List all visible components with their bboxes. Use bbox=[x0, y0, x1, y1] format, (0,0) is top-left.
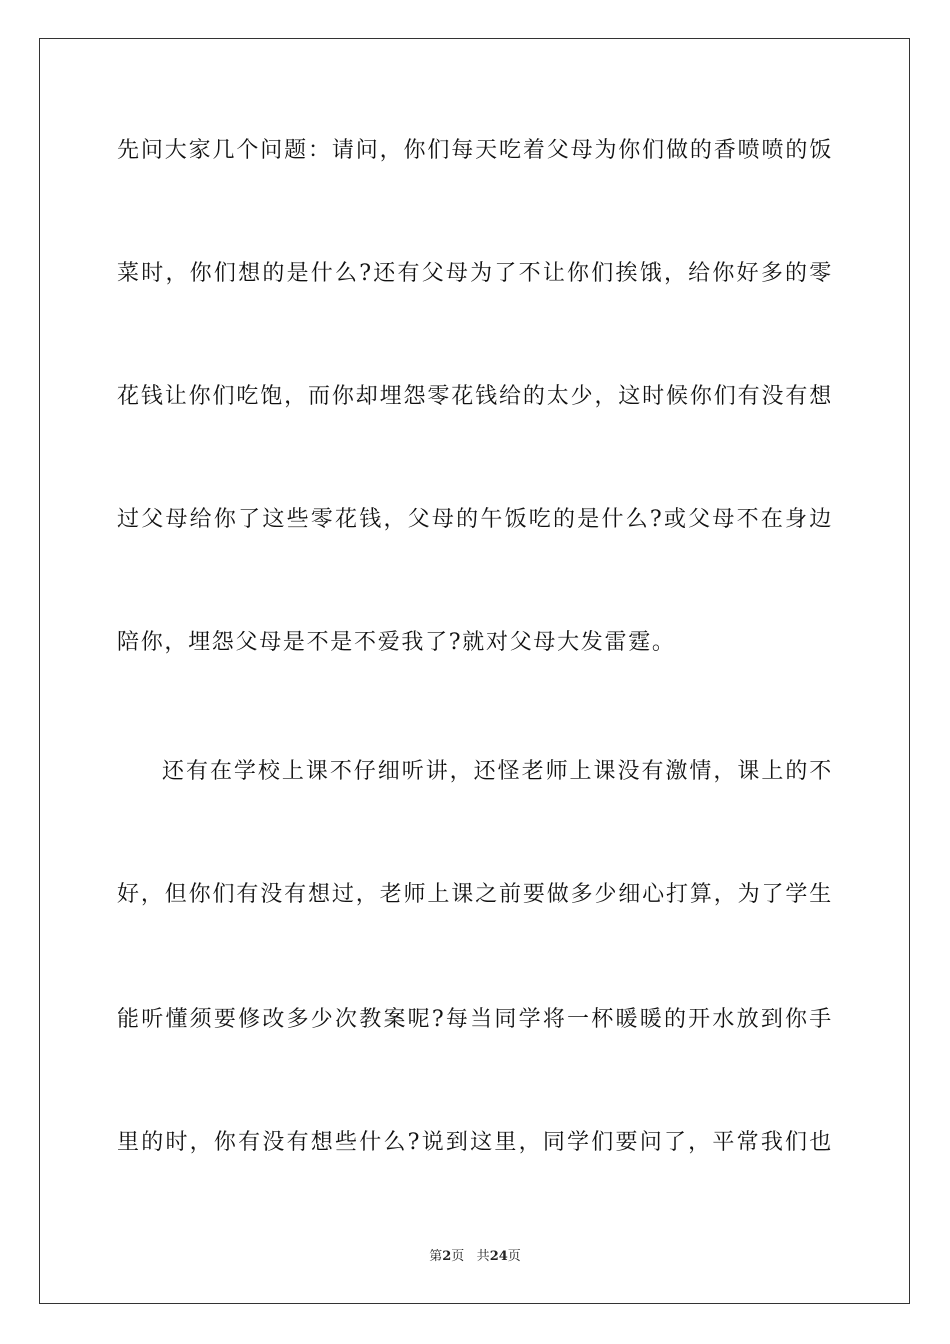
body-line-6: 还有在学校上课不仔细听讲，还怪老师上课没有激情，课上的不 bbox=[162, 759, 833, 784]
body-line-2: 菜时，你们想的是什么?还有父母为了不让你们挨饿，给你好多的零 bbox=[117, 261, 833, 286]
page-suffix: 页 bbox=[451, 1249, 465, 1264]
page-frame bbox=[39, 38, 910, 1304]
body-line-4: 过父母给你了这些零花钱，父母的午饭吃的是什么?或父母不在身边 bbox=[117, 507, 833, 532]
body-line-8: 能听懂须要修改多少次教案呢?每当同学将一杯暖暖的开水放到你手 bbox=[117, 1007, 833, 1032]
body-line-3: 花钱让你们吃饱，而你却埋怨零花钱给的太少，这时候你们有没有想 bbox=[117, 384, 833, 409]
body-line-9: 里的时，你有没有想些什么?说到这里，同学们要问了，平常我们也 bbox=[117, 1130, 833, 1155]
body-line-1: 先问大家几个问题：请问，你们每天吃着父母为你们做的香喷喷的饭 bbox=[117, 138, 833, 163]
total-prefix: 共 bbox=[476, 1249, 490, 1264]
body-line-7: 好，但你们有没有想过，老师上课之前要做多少细心打算，为了学生 bbox=[117, 882, 833, 907]
page-footer bbox=[0, 1248, 950, 1266]
page-prefix: 第 bbox=[429, 1249, 443, 1264]
total-pages: 24 bbox=[489, 1249, 508, 1264]
total-suffix: 页 bbox=[507, 1249, 521, 1264]
page-number: 2 bbox=[442, 1249, 452, 1264]
body-line-5: 陪你，埋怨父母是不是不爱我了?就对父母大发雷霆。 bbox=[117, 630, 676, 655]
